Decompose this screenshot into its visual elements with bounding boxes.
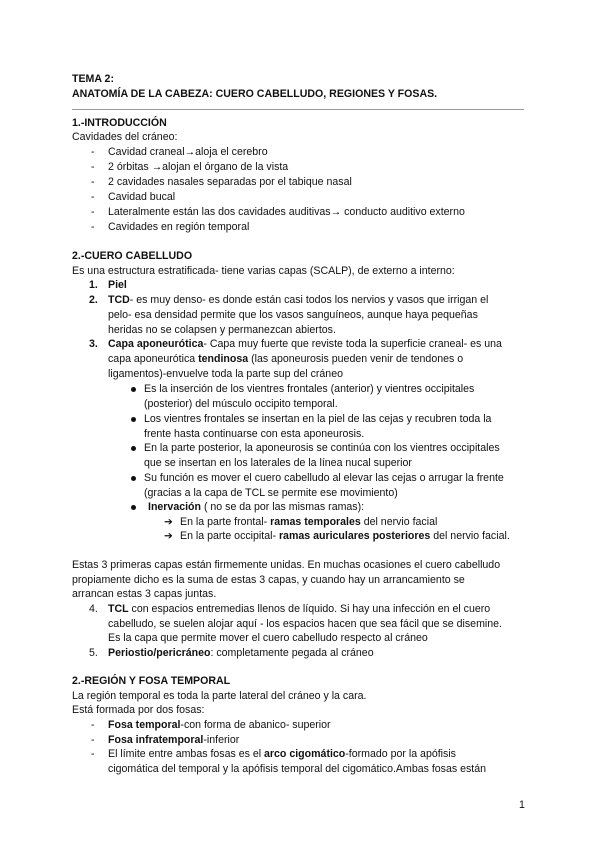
section-2-heading: 2.-CUERO CABELLUDO [72,250,193,262]
text-line: La región temporal es toda la parte lateral del cráneo y la cara. [72,690,367,702]
bullet-dot [131,417,136,422]
layer-piel: Piel [108,279,127,291]
text-line: Es la capa que permite mover el cuero cabelludo respecto al cráneo [108,632,428,644]
dash-bullet: - [91,719,95,731]
sub-bullet-text: En la parte occipital- ramas auriculares posteriores del nervio facial. [180,530,510,542]
text-line: Está formada por dos fosas: [72,704,205,716]
sub-bullet-text: En la parte frontal- ramas temporales del nervio facial [180,516,438,528]
arrow-icon: ➔ [164,516,173,528]
list-item: Cavidades en región temporal [108,221,250,233]
section-1-intro: Cavidades del cráneo: [72,131,178,143]
layer-periostio: Periostio/pericráneo: completamente pegada al cráneo [108,647,374,659]
text-line: cabelludo, se suelen alojar aquí - los espacios hacen que sea fácil que se disemine. [108,618,502,630]
bullet-text: En la parte posterior, la aponeurosis se continúa con los vientres occipitales [144,442,500,454]
section-2-intro: Es una estructura estratificada- tiene varias capas (SCALP), de externo a interno: [72,265,455,277]
layer-aponeurotica: Capa aponeurótica- Capa muy fuerte que reviste toda la superficie craneal- es una [108,338,502,350]
text-line: cigomática del temporal y la apófisis temporal del cigomático.Ambas fosas están [108,763,487,775]
dash-bullet: - [91,221,95,233]
section-1-heading: 1.-INTRODUCCIÓN [72,117,167,129]
text-line: pelo- esa densidad permite que los vasos sanguíneos, aunque haya pequeñas [108,309,478,321]
dash-bullet: - [91,161,95,173]
dash-bullet: - [91,734,95,746]
inervacion-line: Inervación ( no se da por las mismas ramas): [148,501,365,513]
bullet-dot [131,387,136,392]
list-number: 1. [89,279,98,291]
document-title: ANATOMÍA DE LA CABEZA: CUERO CABELLUDO, REGIONES Y FOSAS. [72,88,438,100]
bullet-text: frente hasta continuarse con esta aponeurosis. [144,428,365,440]
tema-label: TEMA 2: [72,73,114,85]
text-line: ligamentos)-envuelve toda la parte sup del cráneo [108,368,343,380]
list-item: Lateralmente están las dos cavidades auditivas→ conducto auditivo externo [108,206,465,218]
paragraph-line: propiamente dicho es la suma de estas 3 capas, y cuando hay un arrancamiento se [72,574,465,586]
bullet-text: Es la inserción de los vientres frontales (anterior) y vientres occipitales [144,383,475,395]
list-number: 4. [89,603,98,615]
text-line: heridas no se colapsen y permanezcan abiertos. [108,324,336,336]
list-item: Cavidad bucal [108,191,176,203]
bullet-text: Los vientres frontales se insertan en la piel de las cejas y recubren toda la [144,413,492,425]
list-item: 2 cavidades nasales separadas por el tabique nasal [108,176,352,188]
list-item: Cavidad craneal→aloja el cerebro [108,146,268,158]
layer-tcd: TCD- es muy denso- es donde están casi todos los nervios y vasos que irrigan el [108,294,489,306]
list-item: Fosa infratemporal-inferior [108,734,240,746]
dash-bullet: - [91,206,95,218]
paragraph-line: arrancan estas 3 capas juntas. [72,588,217,600]
dash-bullet: - [91,176,95,188]
layer-tcl: TCL con espacios entremedias llenos de líquido. Si hay una infección en el cuero [108,603,491,615]
bullet-dot [131,446,136,451]
bullet-text: que se insertan en los laterales de la línea nucal superior [144,457,412,469]
list-number: 2. [89,294,98,306]
paragraph-line: Estas 3 primeras capas están firmemente unidas. En muchas ocasiones el cuero cabelludo [72,559,501,571]
title-divider [72,109,524,110]
list-number: 5. [89,647,98,659]
bullet-text: Su función es mover el cuero cabelludo al elevar las cejas o arrugar la frente [144,472,504,484]
bullet-text: (posterior) del músculo occipito temporal. [144,398,338,410]
arrow-icon: ➔ [164,530,173,542]
list-number: 3. [89,338,98,350]
page-number: 1 [519,799,525,811]
section-3-heading: 2.-REGIÓN Y FOSA TEMPORAL [72,675,231,687]
list-item: Fosa temporal-con forma de abanico- superior [108,719,331,731]
list-item: El límite entre ambas fosas es el arco cigomático-formado por la apófisis [108,748,456,760]
text-line: capa aponeurótica tendinosa (las aponeurosis pueden venir de tendones o [108,353,464,365]
bullet-dot [131,505,136,510]
bullet-text: (gracias a la capa de TCL se permite ese movimiento) [144,487,398,499]
list-item: 2 órbitas →alojan el órgano de la vista [108,161,289,173]
dash-bullet: - [91,191,95,203]
dash-bullet: - [91,146,95,158]
dash-bullet: - [91,748,95,760]
bullet-dot [131,476,136,481]
